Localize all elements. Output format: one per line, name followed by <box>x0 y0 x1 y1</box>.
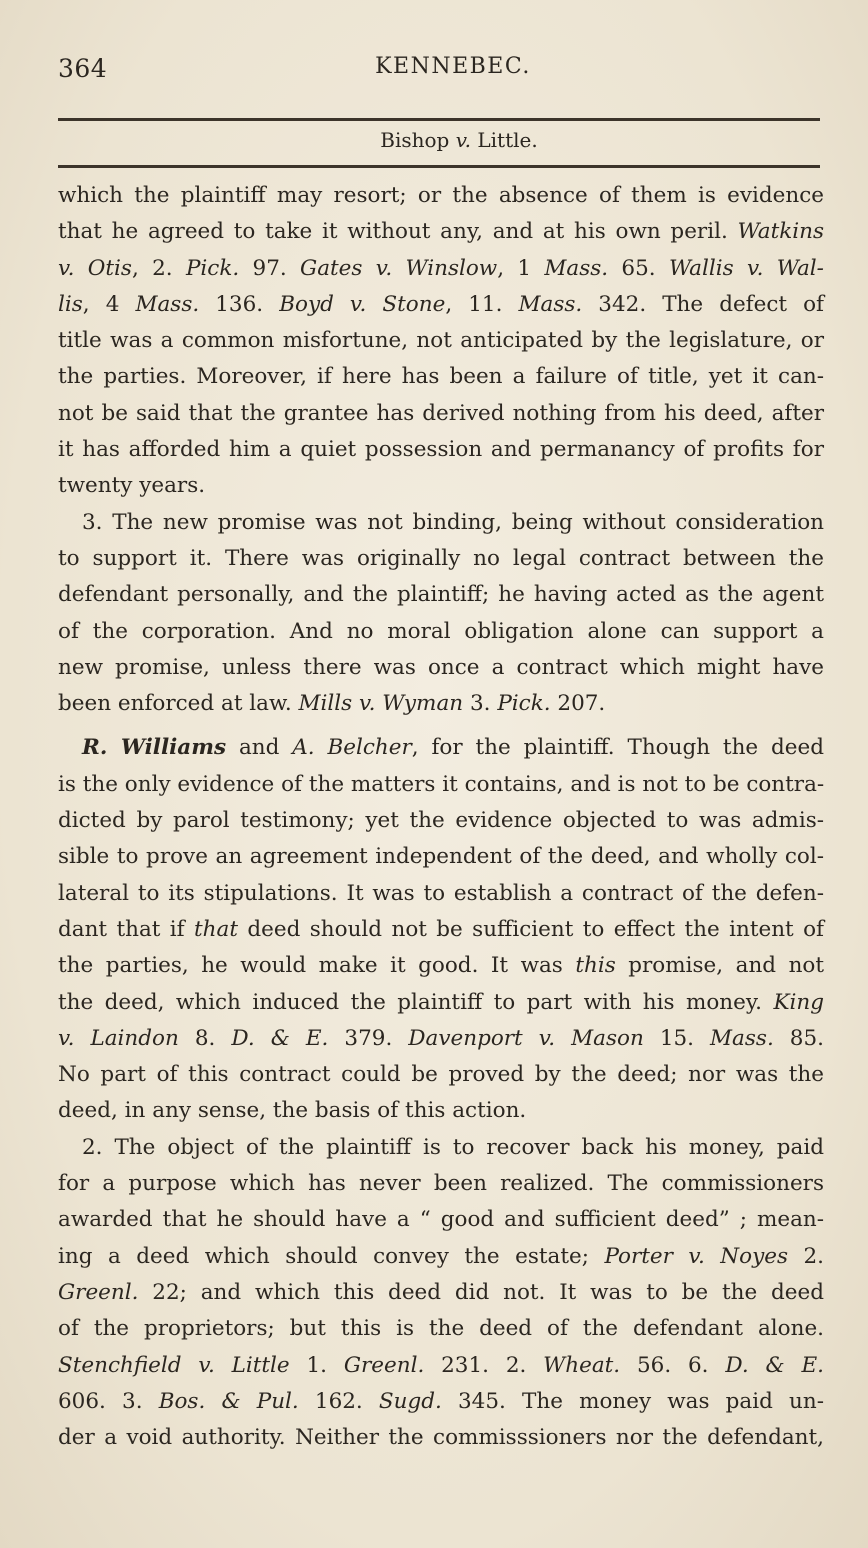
text-line <box>58 577 824 613</box>
text-line <box>58 803 824 839</box>
text-segment: 15. <box>643 1025 711 1051</box>
text-line <box>58 396 824 432</box>
citation-text: Wheat. <box>543 1352 621 1378</box>
text-line <box>58 359 824 395</box>
citation-text: Mass. <box>518 291 583 317</box>
text-segment: 162. <box>298 1388 379 1414</box>
text-segment: 379. <box>328 1025 409 1051</box>
text-line <box>58 948 824 984</box>
text-segment: 342. The defect of <box>582 291 825 317</box>
text-segment: 2. <box>787 1243 824 1269</box>
body-text <box>58 178 824 1456</box>
text-line <box>58 614 824 650</box>
citation-text: Bos. & Pul. <box>158 1388 299 1414</box>
citation-text: Greenl. <box>58 1279 139 1305</box>
page-header <box>58 54 818 90</box>
text-line <box>58 839 824 875</box>
text-segment: title was a common misfortune, not anticipated by the legislature, or <box>58 328 824 354</box>
text-segment: 207. <box>550 691 606 717</box>
text-segment: , 1 <box>497 255 545 281</box>
text-segment: lateral to its stipulations. It was to establish a contract of the defen- <box>58 880 824 906</box>
citation-text: Pick. <box>497 691 551 717</box>
text-segment: , for the plaintiff. Though the deed <box>411 735 824 761</box>
text-segment: ing a deed which should convey the estate; <box>58 1243 605 1269</box>
text-segment: the deed, which induced the plaintiff to part with his money. <box>58 989 774 1015</box>
case-title-versus: v. <box>455 128 472 152</box>
citation-text: v. Laindon <box>58 1025 179 1051</box>
text-line <box>58 876 824 912</box>
text-line <box>58 1021 824 1057</box>
citation-text: Gates v. Winslow <box>300 255 498 281</box>
citation-text: D. & E. <box>231 1025 329 1051</box>
citation-text: Greenl. <box>343 1352 425 1378</box>
text-line <box>58 251 824 287</box>
text-line <box>58 650 824 686</box>
text-line <box>58 1275 824 1311</box>
citation-text: this <box>575 953 616 979</box>
text-segment: the parties, he would make it good. It was <box>58 953 576 979</box>
citation-text: King <box>773 989 824 1015</box>
text-line <box>58 1420 824 1456</box>
text-segment: new promise, unless there was once a contract which might have <box>58 654 824 680</box>
text-line <box>58 912 824 948</box>
text-line <box>58 1166 824 1202</box>
text-segment: , 11. <box>445 291 519 317</box>
text-line <box>58 1130 824 1166</box>
text-segment: is the only evidence of the matters it contains, and is not to be contra- <box>58 771 825 797</box>
citation-text: that <box>194 916 238 942</box>
citation-text: Boyd v. Stone <box>279 291 446 317</box>
citation-text: D. & E. <box>725 1352 824 1378</box>
text-segment: it has afforded him a quiet possession and permanancy of profits for <box>58 437 824 463</box>
text-segment: 231. 2. <box>424 1352 544 1378</box>
text-line <box>58 1239 824 1275</box>
text-segment: sible to prove an agreement independent of the deed, and wholly col- <box>58 844 824 870</box>
text-segment: not be said that the grantee has derived nothing from his deed, after <box>58 400 824 426</box>
text-segment: of the proprietors; but this is the deed of the defendant alone. <box>58 1316 824 1342</box>
text-segment: twenty years. <box>58 473 206 499</box>
text-line <box>58 287 824 323</box>
case-title-plaintiff: Bishop <box>380 128 450 152</box>
text-segment: deed should not be sufficient to effect the intent of <box>238 916 824 942</box>
citation-text: Sugd. <box>378 1388 442 1414</box>
text-line <box>58 505 824 541</box>
citation-text: Mass. <box>710 1025 774 1051</box>
text-segment: , 2. <box>131 255 186 281</box>
text-segment: 136. <box>199 291 280 317</box>
text-segment: to support it. There was originally no legal contract between the <box>58 545 824 571</box>
citation-text: v. Otis <box>58 255 132 281</box>
text-line <box>58 1202 824 1238</box>
text-segment: 22; and which this deed did not. It was to be the deed <box>138 1279 824 1305</box>
citation-text: Pick. <box>185 255 240 281</box>
text-line <box>58 178 824 214</box>
text-segment: 345. The money was paid un- <box>441 1388 824 1414</box>
text-line <box>58 1093 824 1129</box>
text-segment: been enforced at law. <box>58 691 299 717</box>
text-segment: which the plaintiff may resort; or the absence of them is evidence <box>58 183 824 208</box>
text-line <box>58 432 824 468</box>
citation-text: Stenchfield v. Little <box>58 1352 290 1378</box>
citation-text: A. Belcher <box>292 735 412 761</box>
citation-text: Mass. <box>135 291 200 317</box>
text-line <box>58 1311 824 1347</box>
text-line <box>58 767 824 803</box>
text-segment: 1. <box>289 1352 344 1378</box>
text-segment: dicted by parol testimony; yet the evidence objected to was admis- <box>58 808 824 834</box>
header-rule-bottom <box>58 165 820 168</box>
text-segment: , 4 <box>82 291 136 317</box>
text-segment: deed, in any sense, the basis of this action. <box>58 1098 527 1124</box>
text-segment: that he agreed to take it without any, and at his own peril. <box>58 219 738 245</box>
citation-text: Wallis v. Wal- <box>668 255 824 281</box>
text-segment: awarded that he should have a “ good and sufficient deed” ; mean- <box>58 1207 824 1233</box>
text-segment: for a purpose which has never been realized. The commissioners <box>58 1171 824 1197</box>
citation-text: Davenport v. Mason <box>408 1025 644 1051</box>
citation-text: R. Williams <box>82 735 227 761</box>
text-segment: No part of this contract could be proved by the deed; nor was the <box>58 1062 824 1088</box>
text-segment: 97. <box>239 255 301 281</box>
text-segment: 3. The new promise was not binding, being without consideration <box>82 509 824 535</box>
text-segment: 3. <box>463 691 498 717</box>
text-line <box>58 468 824 504</box>
text-segment: 606. 3. <box>58 1388 159 1414</box>
text-line <box>58 214 824 250</box>
text-segment: der a void authority. Neither the commisssioners nor the defendant, <box>58 1425 824 1451</box>
header-rule-top <box>58 118 820 121</box>
text-line <box>58 323 824 359</box>
text-line <box>58 1057 824 1093</box>
text-segment: 56. 6. <box>620 1352 726 1378</box>
text-segment: and <box>226 735 293 761</box>
case-title <box>58 128 840 152</box>
text-line <box>58 730 824 766</box>
text-line <box>58 1348 824 1384</box>
text-line <box>58 686 824 722</box>
text-line <box>58 985 824 1021</box>
running-head: KENNEBEC. <box>375 54 531 79</box>
text-segment: the parties. Moreover, if here has been a failure of title, yet it can- <box>58 364 824 390</box>
text-segment: defendant personally, and the plaintiff; he having acted as the agent <box>58 582 824 608</box>
citation-text: lis <box>58 291 83 317</box>
text-line <box>58 541 824 577</box>
text-segment: 85. <box>773 1025 824 1051</box>
text-segment: 65. <box>608 255 669 281</box>
citation-text: Watkins <box>737 219 824 245</box>
text-segment: dant that if <box>58 916 195 942</box>
text-segment: 2. The object of the plaintiff is to recover back his money, paid <box>82 1134 824 1160</box>
text-segment: 8. <box>178 1025 232 1051</box>
text-segment: of the corporation. And no moral obligation alone can support a <box>58 618 824 644</box>
citation-text: Porter v. Noyes <box>604 1243 788 1269</box>
text-line <box>58 1384 824 1420</box>
citation-text: Mills v. Wyman <box>298 691 464 717</box>
text-segment: promise, and not <box>615 953 824 979</box>
page-number: 364 <box>58 54 108 83</box>
case-title-defendant: Little. <box>477 128 538 152</box>
citation-text: Mass. <box>544 255 609 281</box>
